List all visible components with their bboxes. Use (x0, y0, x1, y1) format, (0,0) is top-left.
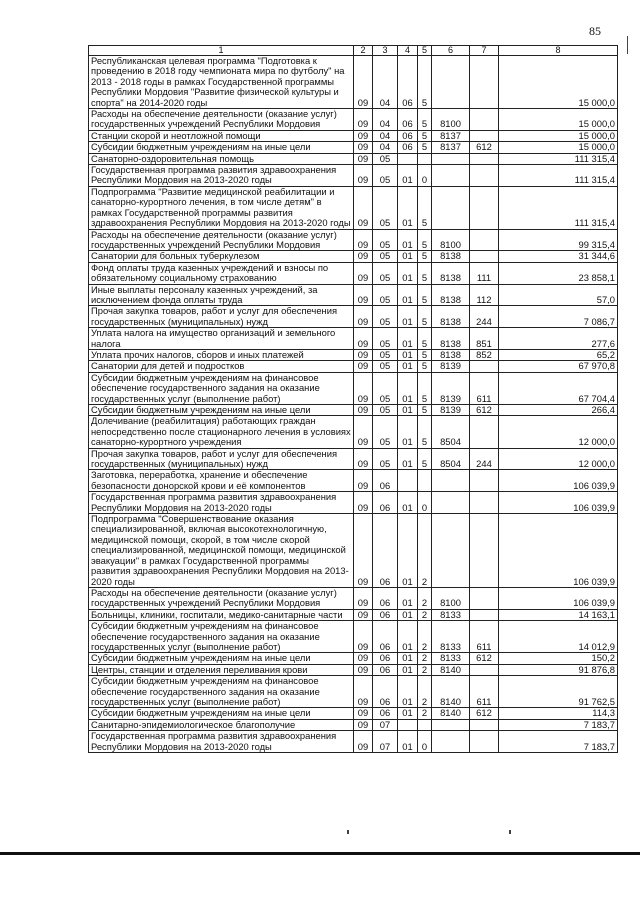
row-code-4: 01 (398, 251, 418, 262)
row-code-6: 8138 (432, 306, 470, 328)
row-code-7: 612 (470, 405, 499, 416)
row-code-4: 06 (398, 56, 418, 109)
row-code-7: 611 (470, 621, 499, 653)
row-amount: 15 000,0 (499, 142, 618, 153)
page-number: 85 (589, 24, 601, 38)
row-code-4: 01 (398, 405, 418, 416)
table-row (89, 361, 618, 372)
row-amount: 111 315,4 (499, 153, 618, 164)
row-code-5: 5 (418, 306, 432, 328)
row-code-7: 244 (470, 306, 499, 328)
column-header: 4 (398, 46, 418, 56)
row-code-3: 07 (373, 719, 398, 730)
table-row (89, 470, 618, 492)
row-amount: 114,3 (499, 708, 618, 719)
row-code-5: 5 (418, 372, 432, 404)
table-row (89, 587, 618, 609)
row-code-7: 611 (470, 372, 499, 404)
table-row (89, 142, 618, 153)
row-amount: 111 315,4 (499, 165, 618, 187)
row-code-3: 05 (373, 416, 398, 448)
row-code-6: 8100 (432, 587, 470, 609)
row-code-2: 09 (354, 130, 373, 141)
row-code-2: 09 (354, 328, 373, 350)
row-amount: 15 000,0 (499, 56, 618, 109)
row-code-7: 112 (470, 284, 499, 306)
row-code-3: 05 (373, 328, 398, 350)
row-name: Расходы на обеспечение деятельности (оказание услуг) государственных учреждений Республики Мордовия (89, 587, 354, 609)
row-amount: 67 970,8 (499, 361, 618, 372)
table-row (89, 653, 618, 664)
table-row (89, 229, 618, 251)
row-code-4 (398, 470, 418, 492)
row-code-3: 06 (373, 664, 398, 675)
row-code-2: 09 (354, 719, 373, 730)
table-row (89, 372, 618, 404)
row-code-4: 01 (398, 186, 418, 229)
row-code-2: 09 (354, 372, 373, 404)
row-code-6 (432, 470, 470, 492)
table-row (89, 731, 618, 753)
table-row (89, 186, 618, 229)
row-code-4: 01 (398, 229, 418, 251)
row-code-2: 09 (354, 186, 373, 229)
row-name: Республиканская целевая программа "Подготовка к проведению в 2018 году чемпионата мира по футболу" на 2013 - 2018 годы в рамках Государственной программы Республики Мордовия "Развитие физической культуры и спорта" на 2014-2020 годы (89, 56, 354, 109)
row-code-7 (470, 109, 499, 131)
row-code-5: 2 (418, 664, 432, 675)
row-code-4: 01 (398, 653, 418, 664)
row-name: Санатории для больных туберкулезом (89, 251, 354, 262)
row-code-7: 851 (470, 328, 499, 350)
row-code-2: 09 (354, 109, 373, 131)
row-code-2: 09 (354, 251, 373, 262)
row-name: Субсидии бюджетным учреждениям на иные цели (89, 405, 354, 416)
row-name: Субсидии бюджетным учреждениям на финансовое обеспечение государственного задания на оказание государственных услуг (выполнение работ) (89, 621, 354, 653)
row-code-3: 06 (373, 470, 398, 492)
budget-table (88, 45, 618, 753)
row-code-2: 09 (354, 349, 373, 360)
column-header: 7 (470, 46, 499, 56)
row-amount: 65,2 (499, 349, 618, 360)
row-code-4: 01 (398, 664, 418, 675)
column-header: 3 (373, 46, 398, 56)
column-header: 8 (499, 46, 618, 56)
row-amount: 106 039,9 (499, 514, 618, 588)
row-code-7 (470, 664, 499, 675)
row-code-6: 8139 (432, 372, 470, 404)
row-amount: 7 183,7 (499, 731, 618, 753)
row-code-7 (470, 361, 499, 372)
row-code-5: 5 (418, 361, 432, 372)
table-row (89, 262, 618, 284)
row-code-6 (432, 731, 470, 753)
row-code-2: 09 (354, 448, 373, 470)
row-code-4: 01 (398, 731, 418, 753)
table-row (89, 130, 618, 141)
margin-tick (509, 830, 511, 834)
table-body (89, 56, 618, 753)
row-code-3: 06 (373, 708, 398, 719)
row-code-2: 09 (354, 664, 373, 675)
row-code-6: 8139 (432, 405, 470, 416)
row-code-6: 8140 (432, 676, 470, 708)
row-code-5: 5 (418, 416, 432, 448)
row-code-5: 5 (418, 405, 432, 416)
row-code-5: 5 (418, 349, 432, 360)
row-code-2: 09 (354, 284, 373, 306)
row-code-6: 8139 (432, 361, 470, 372)
table-row (89, 251, 618, 262)
row-amount: 15 000,0 (499, 109, 618, 131)
row-code-3: 04 (373, 142, 398, 153)
margin-tick (347, 830, 349, 834)
row-amount: 12 000,0 (499, 448, 618, 470)
row-code-7 (470, 229, 499, 251)
row-code-6: 8504 (432, 416, 470, 448)
row-name: Субсидии бюджетным учреждениям на финансовое обеспечение государственного задания на оказание государственных услуг (выполнение работ) (89, 372, 354, 404)
row-code-4 (398, 153, 418, 164)
row-code-5: 0 (418, 731, 432, 753)
table-row (89, 56, 618, 109)
row-code-7 (470, 416, 499, 448)
row-code-4: 01 (398, 587, 418, 609)
row-code-4: 06 (398, 130, 418, 141)
scan-edge-mark (627, 36, 628, 54)
row-code-5: 5 (418, 109, 432, 131)
row-code-6 (432, 719, 470, 730)
row-code-3: 07 (373, 731, 398, 753)
row-code-5 (418, 470, 432, 492)
row-code-3: 05 (373, 306, 398, 328)
table-row (89, 448, 618, 470)
table-row (89, 676, 618, 708)
row-name: Подпрограмма "Совершенствование оказания специализированной, включая высокотехнологичную, медицинской помощи, скорой, в том числе скорой специализированной, медицинской помощи, медицинской эвакуации" в рамках Государственной программы развития здравоохранения Республики Мордовия на 2013-2020 годы (89, 514, 354, 588)
row-code-7: 111 (470, 262, 499, 284)
row-amount: 99 315,4 (499, 229, 618, 251)
row-code-7: 244 (470, 448, 499, 470)
row-name: Расходы на обеспечение деятельности (оказание услуг) государственных учреждений Республики Мордовия (89, 109, 354, 131)
row-code-2: 09 (354, 306, 373, 328)
row-code-4: 01 (398, 492, 418, 514)
row-code-2: 09 (354, 153, 373, 164)
row-code-4: 01 (398, 361, 418, 372)
row-code-6: 8140 (432, 708, 470, 719)
row-code-3: 05 (373, 372, 398, 404)
table-row (89, 109, 618, 131)
row-code-6: 8138 (432, 251, 470, 262)
row-name: Субсидии бюджетным учреждениям на иные цели (89, 142, 354, 153)
row-amount: 266,4 (499, 405, 618, 416)
row-code-2: 09 (354, 587, 373, 609)
row-code-5: 5 (418, 251, 432, 262)
row-code-6: 8100 (432, 229, 470, 251)
row-name: Субсидии бюджетным учреждениям на иные цели (89, 653, 354, 664)
row-name: Расходы на обеспечение деятельности (оказание услуг) государственных учреждений Республики Мордовия (89, 229, 354, 251)
row-amount: 111 315,4 (499, 186, 618, 229)
row-amount: 23 858,1 (499, 262, 618, 284)
row-code-5: 0 (418, 165, 432, 187)
row-code-7 (470, 719, 499, 730)
row-code-6: 8138 (432, 284, 470, 306)
row-code-5: 2 (418, 514, 432, 588)
row-code-2: 09 (354, 708, 373, 719)
table-row (89, 328, 618, 350)
row-code-6 (432, 514, 470, 588)
row-code-4: 01 (398, 621, 418, 653)
row-code-7 (470, 514, 499, 588)
row-code-2: 09 (354, 142, 373, 153)
row-code-4: 01 (398, 328, 418, 350)
row-code-2: 09 (354, 470, 373, 492)
row-code-7: 611 (470, 676, 499, 708)
row-code-7: 612 (470, 708, 499, 719)
row-code-4: 01 (398, 448, 418, 470)
table-row (89, 492, 618, 514)
table-row (89, 306, 618, 328)
row-code-5: 2 (418, 587, 432, 609)
row-code-6: 8140 (432, 664, 470, 675)
row-code-7 (470, 153, 499, 164)
row-code-6 (432, 153, 470, 164)
row-code-4: 01 (398, 262, 418, 284)
row-code-4: 01 (398, 514, 418, 588)
row-code-5 (418, 719, 432, 730)
table-row (89, 284, 618, 306)
row-code-3: 05 (373, 361, 398, 372)
row-code-6: 8137 (432, 142, 470, 153)
table-row (89, 416, 618, 448)
row-code-3: 05 (373, 262, 398, 284)
row-code-5: 5 (418, 328, 432, 350)
row-code-3: 05 (373, 229, 398, 251)
row-code-7 (470, 587, 499, 609)
row-code-6: 8133 (432, 609, 470, 620)
row-code-3: 06 (373, 676, 398, 708)
row-code-5: 2 (418, 653, 432, 664)
row-code-2: 09 (354, 609, 373, 620)
row-code-3: 05 (373, 405, 398, 416)
row-code-4: 01 (398, 349, 418, 360)
row-code-4: 01 (398, 416, 418, 448)
row-code-7 (470, 165, 499, 187)
row-amount: 91 876,8 (499, 664, 618, 675)
row-name: Субсидии бюджетным учреждениям на иные цели (89, 708, 354, 719)
row-code-2: 09 (354, 229, 373, 251)
row-code-7 (470, 56, 499, 109)
row-code-2: 09 (354, 653, 373, 664)
row-amount: 150,2 (499, 653, 618, 664)
row-code-3: 05 (373, 349, 398, 360)
row-code-2: 09 (354, 262, 373, 284)
bottom-rule (0, 852, 640, 855)
row-code-4: 01 (398, 284, 418, 306)
header-row (89, 46, 618, 56)
row-code-6: 8100 (432, 109, 470, 131)
row-code-3: 05 (373, 251, 398, 262)
row-name: Центры, станции и отделения переливания крови (89, 664, 354, 675)
row-code-2: 09 (354, 361, 373, 372)
row-code-5: 5 (418, 229, 432, 251)
row-code-5: 5 (418, 142, 432, 153)
row-code-6: 8138 (432, 328, 470, 350)
row-code-3: 05 (373, 153, 398, 164)
row-code-2: 09 (354, 676, 373, 708)
row-code-7: 612 (470, 142, 499, 153)
row-code-4: 06 (398, 109, 418, 131)
row-amount: 14 012,9 (499, 621, 618, 653)
table-row (89, 153, 618, 164)
row-code-3: 05 (373, 284, 398, 306)
row-code-7 (470, 492, 499, 514)
table-row (89, 621, 618, 653)
row-code-5: 2 (418, 676, 432, 708)
row-amount: 91 762,5 (499, 676, 618, 708)
row-code-5: 2 (418, 708, 432, 719)
row-name: Уплата прочих налогов, сборов и иных платежей (89, 349, 354, 360)
table-row (89, 349, 618, 360)
row-amount: 15 000,0 (499, 130, 618, 141)
row-amount: 57,0 (499, 284, 618, 306)
row-code-4 (398, 719, 418, 730)
row-code-6 (432, 165, 470, 187)
row-name: Государственная программа развития здравоохранения Республики Мордовия на 2013-2020 годы (89, 731, 354, 753)
row-name: Иные выплаты персоналу казенных учреждений, за исключением фонда оплаты труда (89, 284, 354, 306)
row-code-7 (470, 186, 499, 229)
row-code-6: 8137 (432, 130, 470, 141)
row-code-6: 8504 (432, 448, 470, 470)
row-code-5: 5 (418, 130, 432, 141)
row-code-3: 04 (373, 56, 398, 109)
row-amount: 106 039,9 (499, 587, 618, 609)
row-code-2: 09 (354, 621, 373, 653)
row-amount: 14 163,1 (499, 609, 618, 620)
row-code-2: 09 (354, 514, 373, 588)
row-code-6 (432, 186, 470, 229)
row-name: Государственная программа развития здравоохранения Республики Мордовия на 2013-2020 годы (89, 165, 354, 187)
row-code-7: 852 (470, 349, 499, 360)
row-code-6: 8133 (432, 621, 470, 653)
row-code-3: 05 (373, 165, 398, 187)
row-code-2: 09 (354, 492, 373, 514)
row-name: Санаторно-оздоровительная помощь (89, 153, 354, 164)
table-row (89, 165, 618, 187)
row-code-5: 5 (418, 448, 432, 470)
row-code-2: 09 (354, 165, 373, 187)
row-amount: 67 704,4 (499, 372, 618, 404)
row-code-4: 01 (398, 676, 418, 708)
row-code-6 (432, 492, 470, 514)
row-code-5: 2 (418, 621, 432, 653)
row-amount: 277,6 (499, 328, 618, 350)
row-code-6: 8138 (432, 262, 470, 284)
row-amount: 12 000,0 (499, 416, 618, 448)
row-code-3: 05 (373, 448, 398, 470)
row-code-7 (470, 130, 499, 141)
row-code-2: 09 (354, 56, 373, 109)
row-code-2: 09 (354, 731, 373, 753)
row-code-5: 2 (418, 609, 432, 620)
row-name: Санатории для детей и подростков (89, 361, 354, 372)
row-amount: 106 039,9 (499, 492, 618, 514)
row-name: Государственная программа развития здравоохранения Республики Мордовия на 2013-2020 годы (89, 492, 354, 514)
row-code-3: 04 (373, 109, 398, 131)
row-code-3: 04 (373, 130, 398, 141)
row-name: Уплата налога на имущество организаций и земельного налога (89, 328, 354, 350)
row-amount: 31 344,6 (499, 251, 618, 262)
row-code-5: 5 (418, 186, 432, 229)
row-name: Долечивание (реабилитация) работающих граждан непосредственно после стационарного лечения в условиях санаторно-курортного учреждения (89, 416, 354, 448)
row-code-5 (418, 153, 432, 164)
row-amount: 7 183,7 (499, 719, 618, 730)
row-name: Заготовка, переработка, хранение и обеспечение безопасности донорской крови и её компонентов (89, 470, 354, 492)
row-code-6 (432, 56, 470, 109)
table-row (89, 664, 618, 675)
table-row (89, 609, 618, 620)
row-code-5: 0 (418, 492, 432, 514)
row-code-5: 5 (418, 262, 432, 284)
row-amount: 7 086,7 (499, 306, 618, 328)
table-row (89, 708, 618, 719)
column-header: 6 (432, 46, 470, 56)
row-code-3: 05 (373, 186, 398, 229)
row-name: Прочая закупка товаров, работ и услуг для обеспечения государственных (муниципальных) нужд (89, 448, 354, 470)
row-name: Подпрограмма "Развитие медицинской реабилитации и санаторно-курортного лечения, в том числе детям" в рамках Государственной программы развития здравоохранения Республики Мордовия на 2013-2020 годы (89, 186, 354, 229)
row-code-7: 612 (470, 653, 499, 664)
row-code-3: 06 (373, 621, 398, 653)
row-name: Больницы, клиники, госпитали, медико-санитарные части (89, 609, 354, 620)
row-code-4: 01 (398, 708, 418, 719)
row-code-7 (470, 731, 499, 753)
row-name: Санитарно-эпидемиологическое благополучие (89, 719, 354, 730)
row-code-4: 01 (398, 609, 418, 620)
row-code-7 (470, 470, 499, 492)
row-code-4: 01 (398, 372, 418, 404)
row-code-2: 09 (354, 416, 373, 448)
row-code-7 (470, 609, 499, 620)
column-header: 1 (89, 46, 354, 56)
row-code-5: 5 (418, 56, 432, 109)
row-code-4: 01 (398, 165, 418, 187)
column-header: 5 (418, 46, 432, 56)
row-code-3: 06 (373, 514, 398, 588)
column-header: 2 (354, 46, 373, 56)
row-name: Фонд оплаты труда казенных учреждений и взносы по обязательному социальному страхованию (89, 262, 354, 284)
row-code-3: 06 (373, 587, 398, 609)
row-code-5: 5 (418, 284, 432, 306)
row-name: Прочая закупка товаров, работ и услуг для обеспечения государственных (муниципальных) нужд (89, 306, 354, 328)
row-code-6: 8138 (432, 349, 470, 360)
row-amount: 106 039,9 (499, 470, 618, 492)
table-row (89, 405, 618, 416)
table-row (89, 514, 618, 588)
row-code-4: 06 (398, 142, 418, 153)
row-code-6: 8133 (432, 653, 470, 664)
row-code-3: 06 (373, 492, 398, 514)
row-code-4: 01 (398, 306, 418, 328)
row-code-2: 09 (354, 405, 373, 416)
row-code-3: 06 (373, 653, 398, 664)
row-name: Субсидии бюджетным учреждениям на финансовое обеспечение государственного задания на оказание государственных услуг (выполнение работ) (89, 676, 354, 708)
table-row (89, 719, 618, 730)
row-code-7 (470, 251, 499, 262)
row-name: Станции скорой и неотложной помощи (89, 130, 354, 141)
row-code-3: 06 (373, 609, 398, 620)
